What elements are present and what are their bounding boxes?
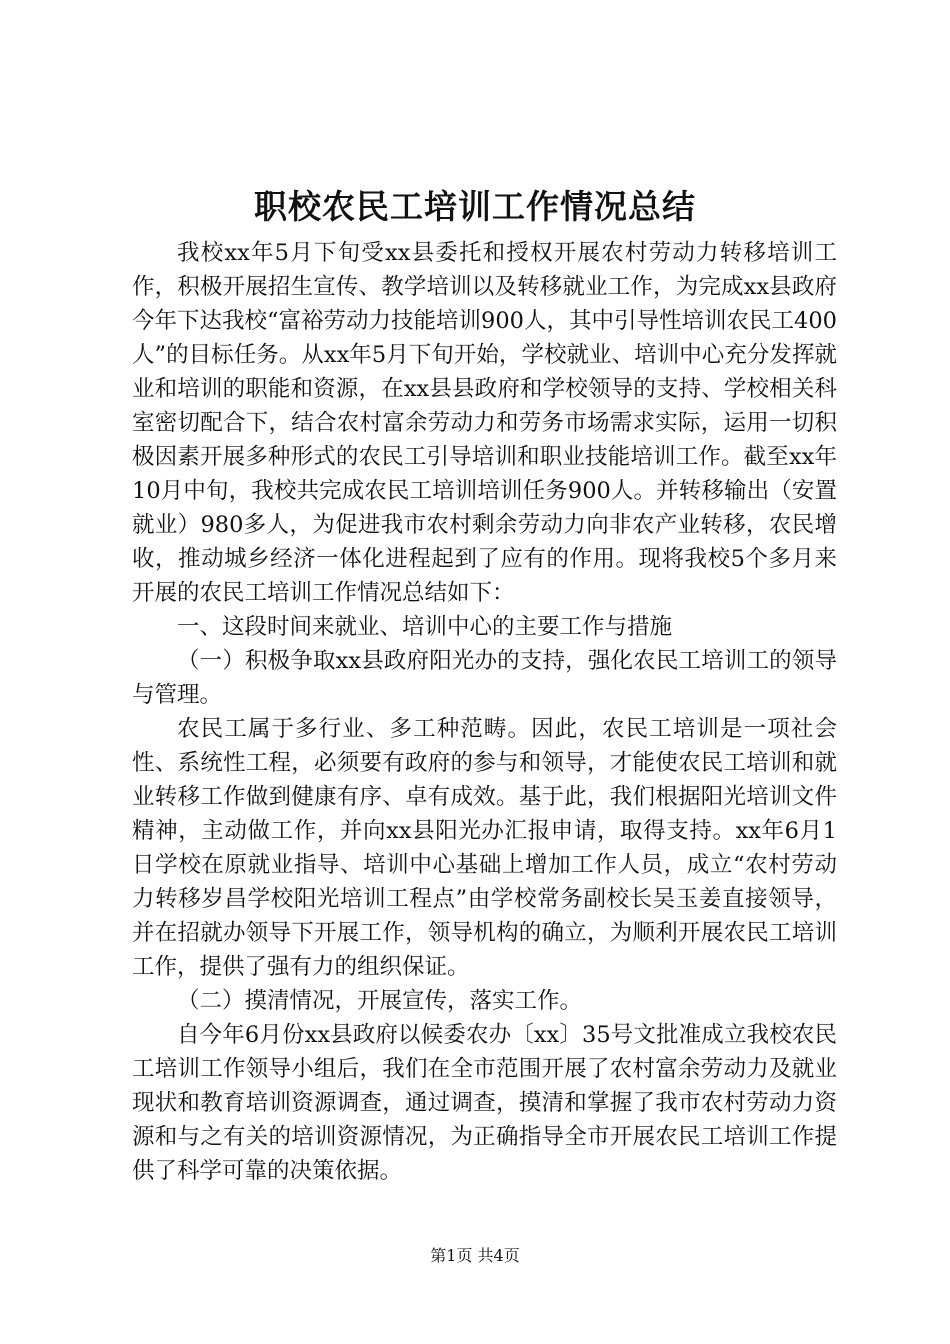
document-title: 职校农民工培训工作情况总结 bbox=[254, 187, 696, 226]
page-number: 第1页 共4页 bbox=[430, 1246, 520, 1265]
paragraph-body-1: 农民工属于多行业、多工种范畴。因此，农民工培训是一项社会性、系统性工程，必须要有政府的参与和领导，才能使农民工培训和就业转移工作做到健康有序、卓有成效。基于此，我们根据阳光培训文件精神，主动做工作，并向xx县阳光办汇报申请，取得支持。xx年6月1日学校在原就业指导、培训中心基础上增加工作人员，成立“农村劳动力转移岁昌学校阳光培训工程点”由学校常务副校长吴玉姜直接领导，并在招就办领导下开展工作，领导机构的确立，为顺利开展农民工培训工作，提供了强有力的组织保证。 bbox=[132, 716, 837, 980]
paragraph-body-2: 自今年6月份xx县政府以候委农办〔xx〕35号文批准成立我校农民工培训工作领导小组后，我们在全市范围开展了农村富余劳动力及就业现状和教育培训资源调查，通过调查，摸清和掌握了我市农村劳动力资源和与之有关的培训资源情况，为正确指导全市开展农民工培训工作提供了科学可靠的决策依据。 bbox=[132, 1022, 837, 1184]
section-heading-1: 一、这段时间来就业、培训中心的主要工作与措施 bbox=[177, 614, 673, 640]
subsection-heading-2: （二）摸清情况，开展宣传，落实工作。 bbox=[177, 988, 583, 1014]
document-body bbox=[132, 236, 837, 1188]
paragraph-intro: 我校xx年5月下旬受xx县委托和授权开展农村劳动力转移培训工作，积极开展招生宣传、教学培训以及转移就业工作，为完成xx县政府今年下达我校“富裕劳动力技能培训900人，其中引导性培训农民工400人”的目标任务。从xx年5月下旬开始，学校就业、培训中心充分发挥就业和培训的职能和资源，在xx县县政府和学校领导的支持、学校相关科室密切配合下，结合农村富余劳动力和劳务市场需求实际，运用一切积极因素开展多种形式的农民工引导培训和职业技能培训工作。截至xx年10月中旬，我校共完成农民工培训培训任务900人。并转移输出（安置就业）980多人，为促进我市农村剩余劳动力向非农产业转移，农民增收，推动城乡经济一体化进程起到了应有的作用。现将我校5个多月来开展的农民工培训工作情况总结如下： bbox=[132, 240, 837, 606]
subsection-heading-1: （一）积极争取xx县政府阳光办的支持，强化农民工培训工的领导与管理。 bbox=[132, 648, 837, 708]
